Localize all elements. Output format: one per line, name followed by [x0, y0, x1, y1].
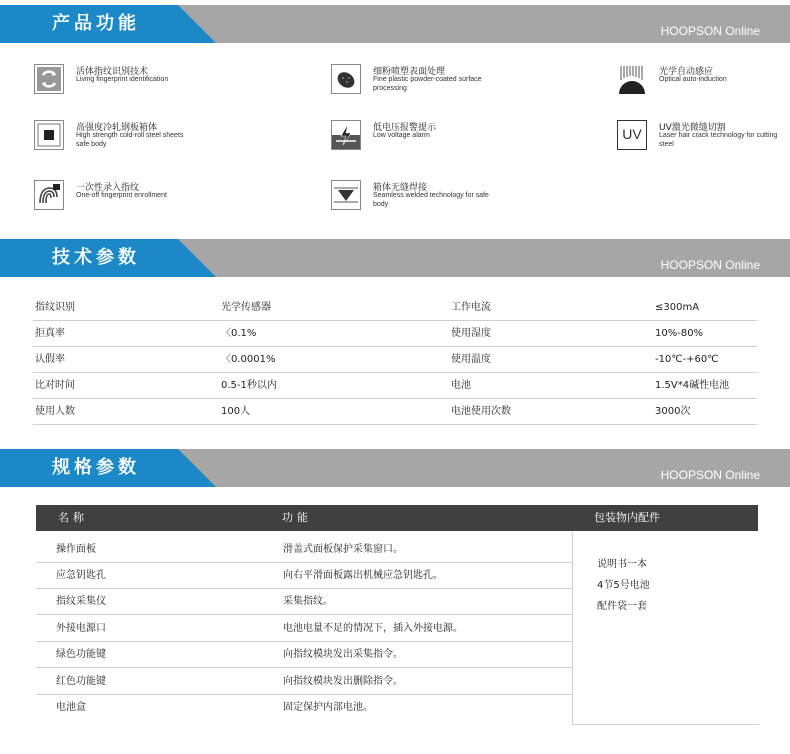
feature-item: 箱体无缝焊接 Seamless welded technology for safe body — [331, 180, 571, 216]
table-row: 电池盒 固定保护内部电池。 — [56, 702, 373, 713]
header-name: 名称 — [58, 511, 88, 524]
light-sensor-icon — [617, 64, 647, 94]
fingerprint-refresh-icon — [34, 64, 64, 94]
table-row: 红色功能键 向指纹模块发出删除指令。 — [36, 669, 572, 695]
table-row: 绿色功能键 向指纹模块发出采集指令。 — [36, 642, 572, 668]
header-func: 功能 — [282, 511, 312, 524]
feature-item: 高强度冷轧钢板箱体 High strength cold-roll steel sheets safe body — [34, 120, 274, 156]
pack-item: 配件袋一套 — [597, 601, 647, 612]
table-row: 应急钥匙孔 向右平滑面板露出机械应急钥匙孔。 — [36, 563, 572, 589]
fingerprint-enroll-icon — [34, 180, 64, 210]
table-row: 拒真率 〈0.1% 使用湿度 10%-80% — [33, 321, 757, 347]
brand-label: HOOPSON Online — [660, 258, 760, 272]
table-row: 指纹采集仪 采集指纹。 — [36, 589, 572, 615]
plastic-coating-icon — [331, 64, 361, 94]
table-row: 比对时间 0.5-1秒以内 电池 1.5V*4碱性电池 — [33, 373, 757, 399]
table-row: 认假率 〈0.0001% 使用温度 -10℃-+60℃ — [33, 347, 757, 373]
feature-item: 活体指纹识别技术 Living fingerprint identification — [34, 64, 274, 100]
spec-table-header — [36, 505, 758, 531]
header-pack: 包装物内配件 — [594, 511, 660, 524]
features-section-header — [0, 5, 790, 43]
low-voltage-icon — [331, 120, 361, 150]
table-row: 外接电源口 电池电量不足的情况下，插入外接电源。 — [36, 616, 572, 642]
pack-item: 说明书一本 — [597, 559, 647, 570]
package-contents — [572, 531, 759, 725]
feature-item: 一次性录入指纹 One-off fingerprint enrollment — [34, 180, 274, 216]
table-row: 使用人数 100人 电池使用次数 3000次 — [33, 399, 757, 425]
uv-laser-icon: UV — [617, 120, 647, 150]
feature-item: 细粉喷塑表面处理 Fine plastic powder-coated surface processing — [331, 64, 571, 100]
tech-title: 技术参数 — [52, 247, 140, 268]
brand-label: HOOPSON Online — [660, 24, 760, 38]
table-row: 操作面板 滑盖式面板保护采集窗口。 — [36, 537, 572, 563]
tech-section-header — [0, 239, 790, 277]
steel-body-icon — [34, 120, 64, 150]
spec-section-header — [0, 449, 790, 487]
feature-item: 光学自动感应 Optical auto-induction — [617, 64, 790, 100]
seamless-weld-icon — [331, 180, 361, 210]
feature-item: 低电压报警提示 Low voltage alarm — [331, 120, 571, 156]
spec-title: 规格参数 — [52, 457, 140, 478]
pack-item: 4节5号电池 — [597, 580, 650, 591]
feature-item: UV UV激光微缝切割 Laser hair crack technology for cutting steel — [617, 120, 790, 156]
brand-label: HOOPSON Online — [660, 468, 760, 482]
tech-params-table — [33, 295, 757, 425]
table-row: 指纹识别 光学传感器 工作电流 ≤300mA — [33, 295, 757, 321]
features-title: 产品功能 — [52, 13, 140, 34]
